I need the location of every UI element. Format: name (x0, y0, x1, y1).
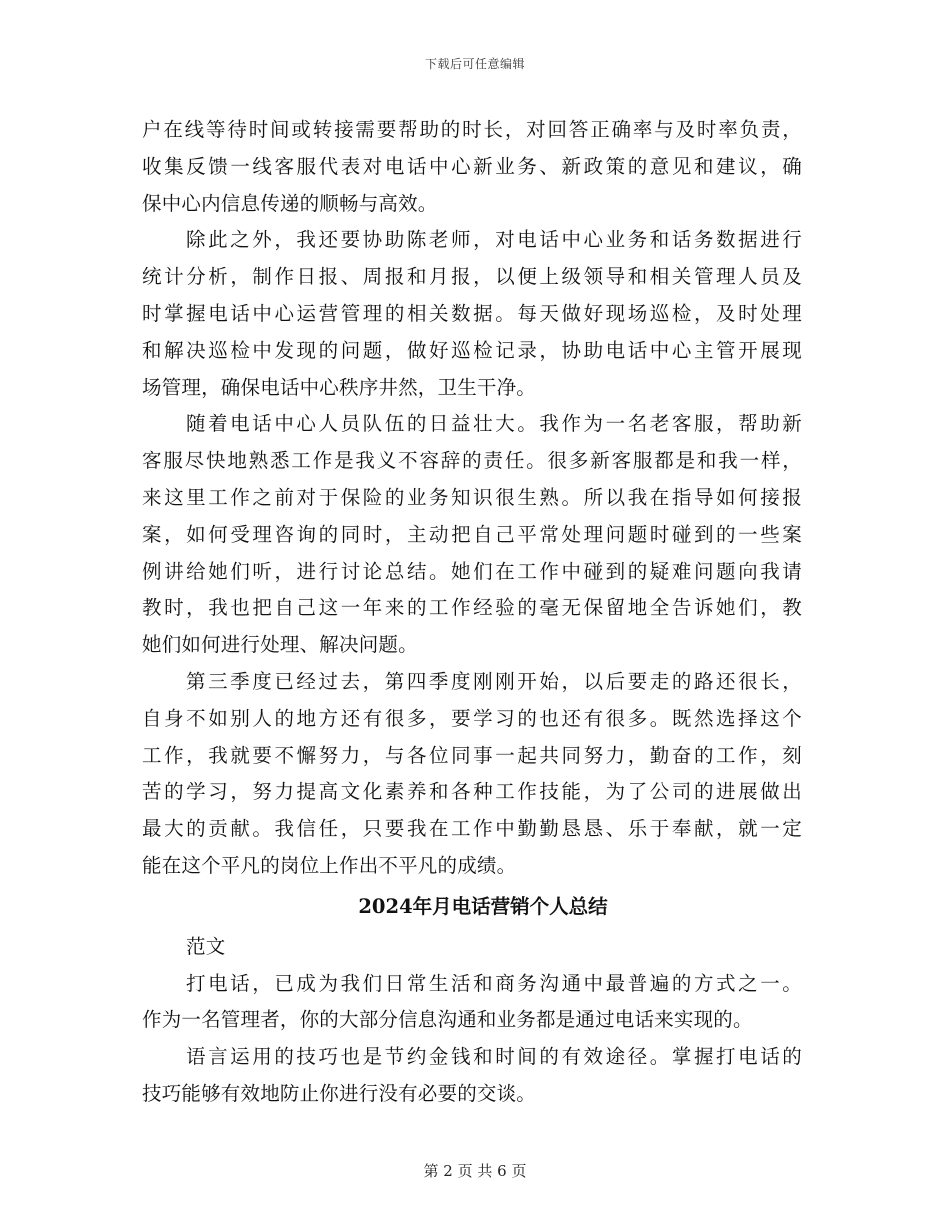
text-line: 统计分析，制作日报、周报和月报，以便上级领导和相关管理人员及 (142, 265, 802, 289)
text-line: 工作，我就要不懈努力，与各位同事一起共同努力，勤奋的工作，刻 (142, 743, 802, 767)
section-title: 2024年月电话营销个人总结 (358, 894, 608, 918)
text-line: 案，如何受理咨询的同时，主动把自己平常处理问题时碰到的一些案 (142, 522, 802, 546)
paragraph-start-line: 语言运用的技巧也是节约金钱和时间的有效途径。掌握打电话的 (186, 1045, 802, 1069)
text-line: 来这里工作之前对于保险的业务知识很生熟。所以我在指导如何接报 (142, 485, 802, 509)
text-line: 她们如何进行处理、解决问题。 (142, 633, 418, 657)
text-line: 场管理，确保电话中心秩序井然，卫生干净。 (142, 375, 537, 399)
text-line: 最大的贡献。我信任，只要我在工作中勤勤恳恳、乐于奉献，就一定 (142, 817, 802, 841)
page-header: 下载后可任意编辑 (424, 57, 525, 71)
page-number-footer: 第 2 页 共 6 页 (423, 1162, 527, 1180)
document-body (142, 112, 802, 1113)
text-line: 户在线等待时间或转接需要帮助的时长，对回答正确率与及时率负责， (142, 118, 802, 141)
text-line: 能在这个平凡的岗位上作出不平凡的成绩。 (142, 853, 517, 877)
paragraph-start-line: 第三季度已经过去，第四季度刚刚开始，以后要走的路还很长， (186, 669, 802, 693)
paragraph-start-line: 范文 (186, 934, 226, 958)
paragraph-start-line: 打电话，已成为我们日常生活和商务沟通中最普遍的方式之一。 (186, 971, 802, 995)
text-line: 时掌握电话中心运营管理的相关数据。每天做好现场巡检，及时处理 (142, 301, 802, 325)
text-line: 作为一名管理者，你的大部分信息沟通和业务都是通过电话来实现的。 (142, 1008, 753, 1032)
text-line: 苦的学习，努力提高文化素养和各种工作技能，为了公司的进展做出 (142, 780, 802, 804)
paragraph-start-line: 除此之外，我还要协助陈老师，对电话中心业务和话务数据进行 (186, 228, 802, 252)
text-line: 收集反馈一线客服代表对电话中心新业务、新政策的意见和建议，确 (142, 154, 802, 178)
text-line: 教时，我也把自己这一年来的工作经验的毫无保留地全告诉她们，教 (142, 596, 802, 620)
text-line: 保中心内信息传递的顺畅与高效。 (142, 191, 438, 215)
text-line: 例讲给她们听，进行讨论总结。她们在工作中碰到的疑难问题向我请 (142, 559, 802, 583)
text-line: 客服尽快地熟悉工作是我义不容辞的责任。很多新客服都是和我一样， (142, 449, 802, 473)
paragraph-start-line: 随着电话中心人员队伍的日益壮大。我作为一名老客服，帮助新 (186, 412, 802, 436)
text-line: 技巧能够有效地防止你进行没有必要的交谈。 (142, 1081, 537, 1105)
text-line: 自身不如别人的地方还有很多，要学习的也还有很多。既然选择这个 (142, 706, 802, 730)
text-line: 和解决巡检中发现的问题，做好巡检记录，协助电话中心主管开展现 (142, 338, 802, 362)
